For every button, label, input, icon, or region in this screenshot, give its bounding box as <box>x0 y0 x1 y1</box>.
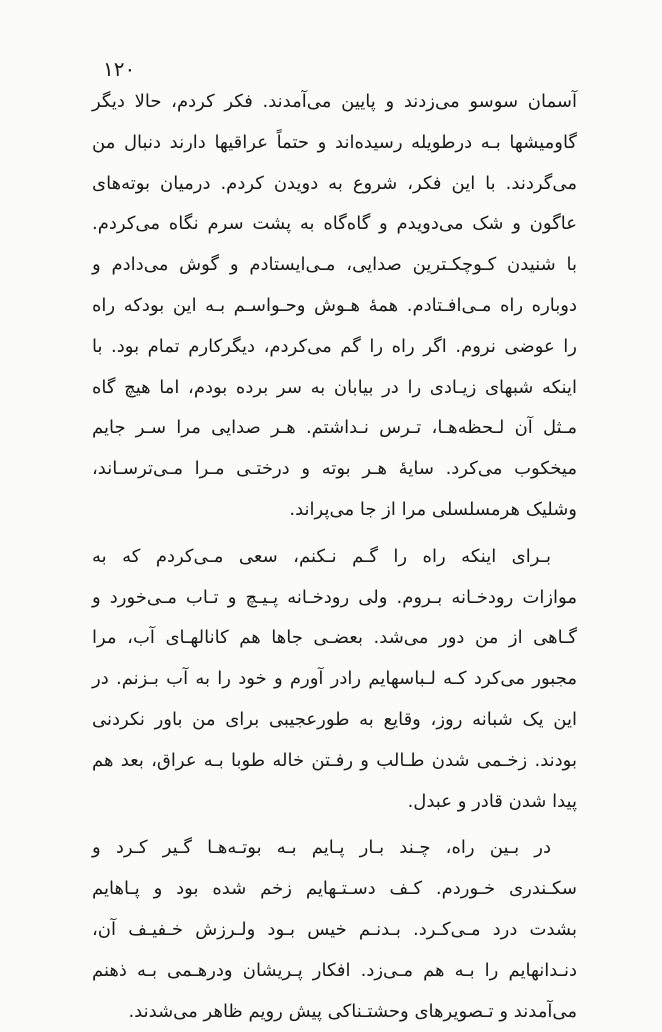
paragraph <box>92 828 577 1032</box>
text-line: عاگون و شک می‌دویدم و گاه‌گاه به پشت سرم نگاه می‌کردم. <box>92 213 577 235</box>
body-text <box>92 82 577 1032</box>
paragraph <box>92 82 577 531</box>
text-line: مجبور می‌کرد کـه لـباسهایم رادر آورم و خود را به آب بـزنم. در <box>92 668 577 690</box>
text-line: آسمان سوسو می‌زدند و پایین می‌آمدند. فکر کردم، حالا دیگر <box>92 91 577 112</box>
text-line: بودند. زخـمی شدن طـالب و رفـتن خاله طوبا بـه عراق، بعد هم <box>92 749 577 771</box>
text-line: موازات رودخـانه بـروم. ولی رودخـانه پـیـچ و تـاب مـی‌خورد و <box>92 586 577 608</box>
paragraph <box>92 537 577 823</box>
text-line: می‌آمدند و تـصویرهای وحشتـناکی پیش رویم ظاهر می‌شدند. <box>128 1000 577 1022</box>
page-number: ۱۲۰ <box>103 57 136 81</box>
text-line: این یک شبانه روز، وقایع به طورعجیبی برای من باور نکردنی <box>92 708 577 730</box>
text-line: گاومیشها بـه درطویله رسیده‌اند و حتماً عراقیها دارند دنبال من <box>92 131 577 153</box>
text-line: مـثل آن لـحظه‌هـا، تـرس نـداشتم. هـر صدایی مرا سـر جایم <box>92 417 577 439</box>
text-line: می‌گردند. با این فکر، شروع به دویدن کردم. درمیان بوته‌های <box>92 172 577 194</box>
text-line: سکـندری خـوردم. کـف دسـتـهایم زخم شده بود و پـاهایم <box>92 878 577 900</box>
text-line: اینکه شبهای زیـادی را در بیابان به سر برده بودم، اما هیچ گاه <box>92 376 577 398</box>
text-line: بشدت درد مـی‌کـرد. بـدنـم خیس بـود ولـرزش خـفیـف آن، <box>92 918 577 940</box>
text-line: وشلیک هرمسلسلی مرا از جا می‌پراند. <box>289 498 577 520</box>
text-line: با شنیدن کـوچکـترین صدایی، مـی‌ایستادم و گوش می‌دادم و <box>92 254 577 276</box>
text-line: پیدا شدن قادر و عبدل. <box>407 790 577 812</box>
text-line: گـاهی از من دور می‌شد. بعضـی جاها هم کانالهـای آب، مرا <box>92 627 577 649</box>
text-line: بـرای اینکه راه را گـم نـکنم، سعی مـی‌کردم که به <box>92 545 551 567</box>
text-line: در بـین راه، چـند بـار پـایم بـه بوتـه‌هـا گـیر کـرد و <box>92 837 551 859</box>
text-line: دنـدانهایم را بـه هم مـی‌زد. افکار پـریشان ودرهـمی بـه ذهنم <box>92 959 577 981</box>
text-line: میخکوب می‌کرد. سایهٔ هـر بوته و درختـی مـرا مـی‌ترسـاند، <box>92 458 577 480</box>
text-line: دوباره راه مـی‌افـتادم. همهٔ هـوش وحـواسـم بـه این بودکه راه <box>92 294 577 316</box>
text-line: را عوضی نروم. اگر راه را گم می‌کردم، دیگرکارم تمام بود. با <box>92 335 577 357</box>
